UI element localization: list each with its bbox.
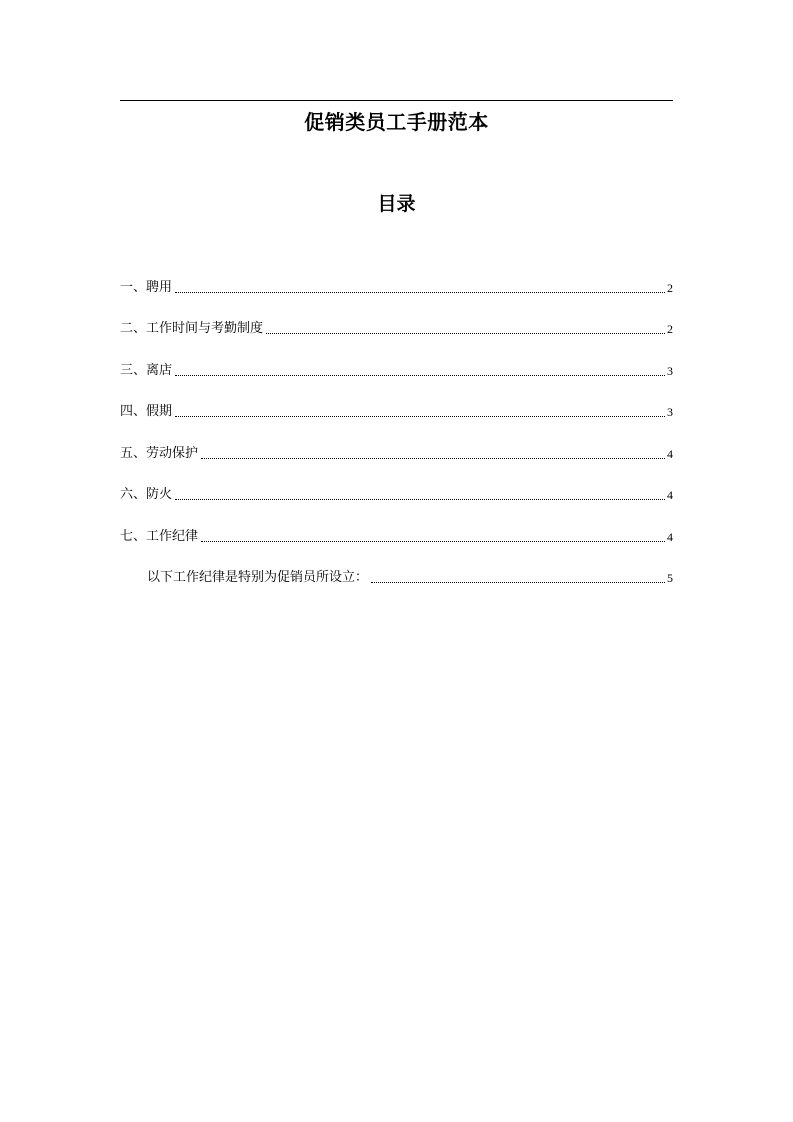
toc-page-number: 4 (667, 447, 673, 461)
toc-page-number: 2 (667, 281, 673, 295)
toc-heading: 目录 (377, 193, 416, 215)
toc-entry-label: 五、劳动保护 (120, 446, 199, 461)
toc-page-number: 4 (667, 488, 673, 502)
toc-dot-leader (175, 415, 665, 417)
toc-subentry-promoter-discipline[interactable] (147, 568, 673, 588)
toc-entry-label: 三、离店 (120, 363, 173, 378)
document-title: 促销类员工手册范本 (304, 110, 489, 134)
toc-entry-label: 以下工作纪律是特别为促销员所设立： (147, 570, 369, 585)
toc-entry-holidays[interactable] (120, 402, 673, 422)
toc-entry-work-hours[interactable] (120, 319, 673, 339)
toc-entry-work-discipline[interactable] (120, 527, 673, 547)
toc-page-number: 4 (667, 530, 673, 544)
toc-entry-leaving[interactable] (120, 361, 673, 381)
toc-entry-label: 二、工作时间与考勤制度 (120, 321, 264, 336)
toc-dot-leader (175, 498, 665, 500)
toc-dot-leader (201, 457, 665, 459)
toc-dot-leader (175, 291, 665, 293)
toc-entry-hiring[interactable] (120, 278, 673, 298)
toc-entry-labor-protection[interactable] (120, 444, 673, 464)
toc-dot-leader (371, 581, 665, 583)
toc-page-number: 3 (667, 405, 673, 419)
toc-entry-label: 七、工作纪律 (120, 529, 199, 544)
toc-entry-fire-prevention[interactable] (120, 485, 673, 505)
toc-entry-label: 四、假期 (120, 404, 173, 419)
toc-dot-leader (266, 332, 665, 334)
toc-dot-leader (201, 540, 665, 542)
toc-page-number: 2 (667, 322, 673, 336)
toc-dot-leader (175, 374, 665, 376)
toc-entry-label: 六、防火 (120, 487, 173, 502)
toc-entry-label: 一、聘用 (120, 280, 173, 295)
toc-page-number: 3 (667, 364, 673, 378)
toc-page-number: 5 (667, 571, 673, 585)
header-rule (120, 100, 673, 101)
